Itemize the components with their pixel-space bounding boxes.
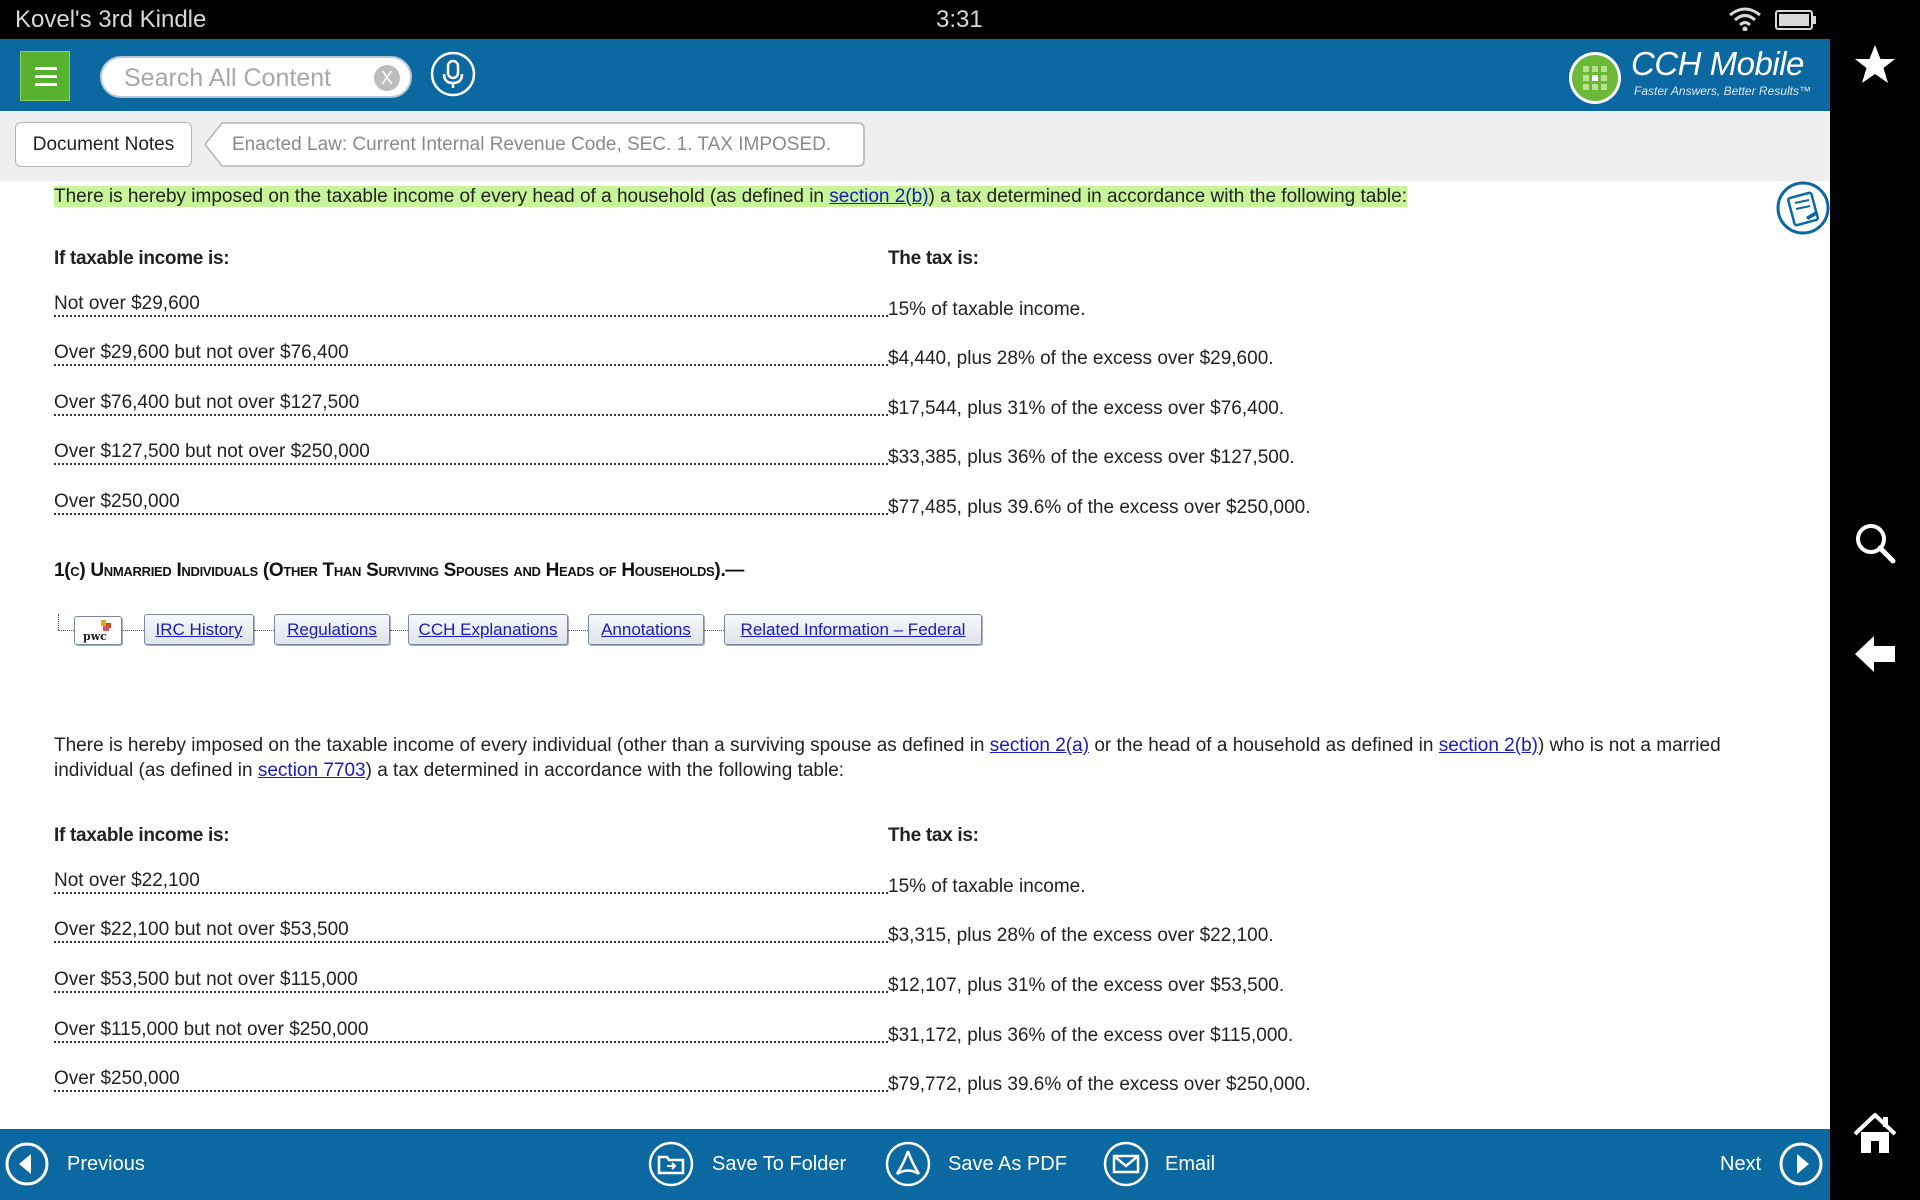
- tax-amount: $33,385, plus 36% of the excess over $127,500.: [888, 447, 1295, 468]
- income-bracket: Over $250,000: [54, 491, 184, 513]
- table-row: [54, 919, 1354, 949]
- search-icon[interactable]: [1852, 520, 1898, 566]
- dot-leader: [54, 892, 888, 894]
- pwc-logo-icon: [75, 617, 121, 644]
- section-2b-link[interactable]: section 2(b): [829, 186, 929, 207]
- tax-amount: 15% of taxable income.: [888, 299, 1086, 320]
- table2-tax-header: The tax is:: [888, 825, 979, 846]
- tab-cch-explanations[interactable]: CCH Explanations: [408, 614, 568, 645]
- footer-toolbar: [0, 1129, 1830, 1200]
- table2-income-header: If taxable income is:: [54, 825, 230, 846]
- income-bracket: Over $250,000: [54, 1068, 184, 1090]
- dot-leader: [54, 414, 888, 416]
- tab-annotations[interactable]: Annotations: [588, 614, 704, 645]
- save-as-pdf-button[interactable]: [885, 1141, 1065, 1187]
- breadcrumb-bar: [0, 111, 1830, 181]
- section-7703-link[interactable]: section 7703: [257, 760, 366, 781]
- income-bracket: Over $29,600 but not over $76,400: [54, 342, 353, 364]
- save-to-folder-button[interactable]: [648, 1141, 848, 1187]
- tax-amount: $31,172, plus 36% of the excess over $115,000.: [888, 1025, 1294, 1046]
- section-title: 1(c) Unmarried Individuals (Other Than Surviving Spouses and Heads of Households).—: [54, 560, 745, 581]
- search-box: [100, 56, 412, 98]
- tax-amount: $79,772, plus 39.6% of the excess over $250,000.: [888, 1074, 1311, 1095]
- income-bracket: Over $115,000 but not over $250,000: [54, 1019, 372, 1041]
- breadcrumb-path: Enacted Law: Current Internal Revenue Code, SEC. 1. TAX IMPOSED.: [232, 134, 832, 155]
- tax-amount: 15% of taxable income.: [888, 876, 1086, 897]
- status-clock: 3:31: [936, 6, 983, 33]
- brand-tagline: Faster Answers, Better Results™: [1634, 84, 1811, 98]
- table-row: [54, 969, 1354, 999]
- brand-name: CCH Mobile: [1631, 45, 1804, 82]
- tab-regulations[interactable]: Regulations: [274, 614, 390, 645]
- tax-amount: $17,544, plus 31% of the excess over $76,400.: [888, 398, 1285, 419]
- previous-button[interactable]: [4, 1141, 154, 1187]
- table-row: [54, 1019, 1354, 1049]
- table-row: [54, 392, 1354, 422]
- tax-amount: $12,107, plus 31% of the excess over $53,500.: [888, 975, 1285, 996]
- table-row: [54, 293, 1354, 323]
- star-icon[interactable]: [1852, 42, 1898, 88]
- reference-tabs: [54, 614, 994, 650]
- side-navigation: [1830, 0, 1920, 1200]
- menu-button[interactable]: [20, 51, 70, 101]
- email-button[interactable]: [1103, 1141, 1243, 1187]
- income-bracket: Over $127,500 but not over $250,000: [54, 441, 374, 463]
- tax-amount: $4,440, plus 28% of the excess over $29,600.: [888, 348, 1274, 369]
- next-button[interactable]: [1716, 1141, 1826, 1187]
- add-note-icon[interactable]: [1776, 181, 1830, 235]
- save-as-pdf-label: Save As PDF: [948, 1153, 1067, 1175]
- income-bracket: Not over $22,100: [54, 870, 204, 892]
- income-bracket: Over $22,100 but not over $53,500: [54, 919, 353, 941]
- section-2b-link[interactable]: section 2(b): [1438, 735, 1538, 756]
- dot-leader: [54, 1090, 888, 1092]
- brand-logo: [1568, 45, 1824, 103]
- income-bracket: Not over $29,600: [54, 293, 204, 315]
- table1-income-header: If taxable income is:: [54, 248, 230, 269]
- folder-icon: [648, 1141, 694, 1187]
- svg-text:pwc: pwc: [83, 630, 107, 643]
- table-row: [54, 342, 1354, 372]
- dot-leader: [54, 941, 888, 943]
- status-bar: [0, 0, 1830, 39]
- breadcrumb[interactable]: [204, 122, 865, 167]
- pwc-button[interactable]: [74, 616, 122, 645]
- microphone-icon[interactable]: [430, 51, 476, 97]
- table-row: [54, 441, 1354, 471]
- dot-leader: [54, 315, 888, 317]
- tab-irc-history[interactable]: IRC History: [144, 614, 254, 645]
- save-to-folder-label: Save To Folder: [712, 1153, 847, 1175]
- document-notes-button[interactable]: Document Notes: [15, 122, 192, 167]
- tax-amount: $77,485, plus 39.6% of the excess over $250,000.: [888, 497, 1311, 518]
- previous-label: Previous: [67, 1153, 145, 1175]
- dot-leader: [54, 463, 888, 465]
- dot-leader: [54, 364, 888, 366]
- search-input[interactable]: [122, 64, 366, 92]
- search-clear-button[interactable]: X: [374, 65, 400, 91]
- head-of-household-intro: [54, 184, 1754, 209]
- dot-leader: [54, 991, 888, 993]
- home-icon[interactable]: [1852, 1111, 1898, 1157]
- section-2a-link[interactable]: section 2(a): [989, 735, 1090, 756]
- previous-arrow-icon: [4, 1141, 50, 1187]
- next-arrow-icon: [1778, 1141, 1824, 1187]
- next-label: Next: [1720, 1153, 1762, 1175]
- tax-amount: $3,315, plus 28% of the excess over $22,100.: [888, 925, 1274, 946]
- table1-tax-header: The tax is:: [888, 248, 979, 269]
- unmarried-intro: There is hereby imposed on the taxable income of every individual (other than a surviving spouse as defined in section 2(a) or the head of a household as defined in section 2(b)) who is not a married individual (as defined in section 7703) a tax determined in accordance with the following table:: [54, 735, 1721, 781]
- document-content[interactable]: [0, 181, 1830, 1129]
- table-row: [54, 1068, 1354, 1098]
- income-bracket: Over $76,400 but not over $127,500: [54, 392, 363, 414]
- highlighted-text: There is hereby imposed on the taxable income of every head of a household (as defined in section 2(b)) a tax determined in accordance with the following table:: [54, 186, 1407, 207]
- tab-related-information-federal[interactable]: Related Information – Federal: [724, 614, 982, 645]
- dot-leader: [54, 1041, 888, 1043]
- app-header: [0, 39, 1830, 111]
- income-bracket: Over $53,500 but not over $115,000: [54, 969, 362, 991]
- dot-leader: [54, 513, 888, 515]
- battery-icon: [1775, 10, 1817, 30]
- device-name: Kovel's 3rd Kindle: [15, 6, 207, 33]
- back-arrow-icon[interactable]: [1852, 631, 1898, 677]
- table-row: [54, 491, 1354, 521]
- wifi-icon: [1728, 7, 1762, 31]
- pdf-icon: [885, 1141, 931, 1187]
- cch-logo-icon: [1568, 51, 1622, 105]
- table-row: [54, 870, 1354, 900]
- menu-icon: [35, 67, 57, 70]
- email-icon: [1103, 1141, 1149, 1187]
- email-label: Email: [1165, 1153, 1216, 1175]
